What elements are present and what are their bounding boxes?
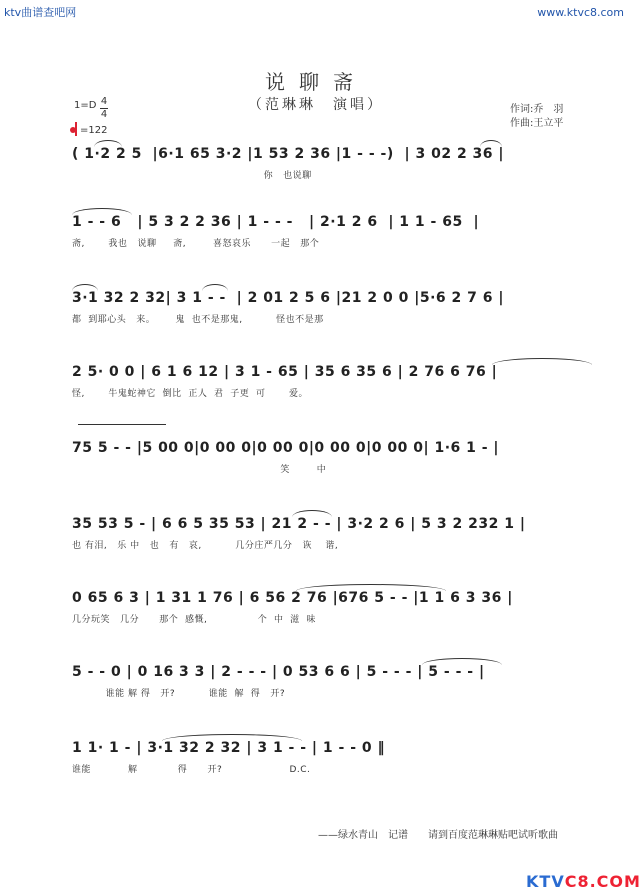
tempo-value: =122 bbox=[80, 125, 108, 136]
notes: 1 - - 6 | 5 3 2 2 36 | 1 - - - | 2·1 2 6 | 1 1 - 65 | bbox=[72, 214, 480, 230]
lyrics: 都 到耶心头 来。 鬼 也不是那鬼, 怪也不是那 bbox=[72, 315, 324, 325]
lyrics: 斋, 我也 说聊 斋, 喜怒哀乐 一起 那个 bbox=[72, 239, 320, 249]
lyrics: 也 有泪, 乐 中 也 有 哀, 几分庄严几分 诙 谐, bbox=[72, 541, 339, 551]
notes: 35 53 5 - | 6 6 5 35 53 | 21 2 - - | 3·2 2 6 | 5 3 2 232 1 | bbox=[72, 516, 526, 532]
watermark-right: www.ktvc8.com bbox=[537, 6, 624, 19]
lyrics: 你 也说聊 bbox=[72, 171, 312, 181]
slur bbox=[72, 284, 98, 291]
lyrics: 谁能 解 得 开? 谁能 解 得 开? bbox=[72, 689, 286, 699]
slur bbox=[94, 140, 122, 147]
notes: 5 - - 0 | 0 16 3 3 | 2 - - - | 0 53 6 6 | 5 - - - | 5 - - - | bbox=[72, 664, 485, 680]
time-signature bbox=[100, 96, 108, 121]
notes: 3·1 32 2 32| 3 1 - - | 2 01 2 5 6 |21 2 0 0 |5·6 2 7 6 | bbox=[72, 290, 504, 306]
time-bottom: 4 bbox=[100, 109, 108, 120]
tie-line bbox=[78, 424, 166, 425]
slur bbox=[422, 658, 502, 665]
notes: 2 5· 0 0 | 6 1 6 12 | 3 1 - 65 | 35 6 35 6 | 2 76 6 76 | bbox=[72, 364, 498, 380]
slur bbox=[72, 208, 132, 215]
slur bbox=[480, 140, 502, 147]
slur bbox=[296, 584, 446, 591]
lyricist: 作词:乔 羽 bbox=[510, 104, 564, 115]
notes: ( 1·2 2 5 |6·1 65 3·2 |1 53 2 36 |1 - - -) | 3 02 2 36 | bbox=[72, 146, 505, 162]
slur bbox=[492, 358, 592, 365]
lyrics: 谁能 解 得 开? D.C. bbox=[72, 765, 311, 775]
song-title: 说聊斋 bbox=[265, 70, 367, 94]
transcriber-credit: ——绿水青山 记谱 请到百度范琳琳贴吧试听歌曲 bbox=[318, 830, 558, 841]
lyrics: 笑 中 bbox=[72, 465, 327, 475]
notes: 0 65 6 3 | 1 31 1 76 | 6 56 2 76 |676 5 - - |1 1 6 3 36 | bbox=[72, 590, 513, 606]
slur bbox=[292, 510, 332, 517]
notes: 75 5 - - |5 00 0|0 00 0|0 00 0|0 00 0|0 00 0| 1·6 1 - | bbox=[72, 440, 500, 456]
logo-prefix: KTV bbox=[526, 872, 565, 891]
logo-suffix: C8.COM bbox=[564, 872, 641, 891]
composer: 作曲:王立平 bbox=[510, 118, 564, 129]
notes: 1 1· 1 - | 3·1 32 2 32 | 3 1 - - | 1 - - 0 ‖ bbox=[72, 740, 386, 756]
watermark-left: ktv曲谱查吧网 bbox=[4, 6, 77, 19]
site-logo bbox=[526, 872, 641, 891]
tempo-marking bbox=[70, 122, 107, 136]
note-stem bbox=[75, 122, 77, 136]
time-top: 4 bbox=[100, 96, 108, 107]
song-subtitle: （范琳琳 演唱） bbox=[248, 97, 384, 113]
lyrics: 怪, 牛鬼蛇神它 倒比 正人 君 子更 可 爱。 bbox=[72, 389, 309, 399]
key-signature: 1=D bbox=[74, 100, 97, 111]
lyrics: 几分玩笑 几分 那个 感慨, 个 中 滋 味 bbox=[72, 615, 316, 625]
slur bbox=[162, 734, 302, 741]
slur bbox=[202, 284, 228, 291]
